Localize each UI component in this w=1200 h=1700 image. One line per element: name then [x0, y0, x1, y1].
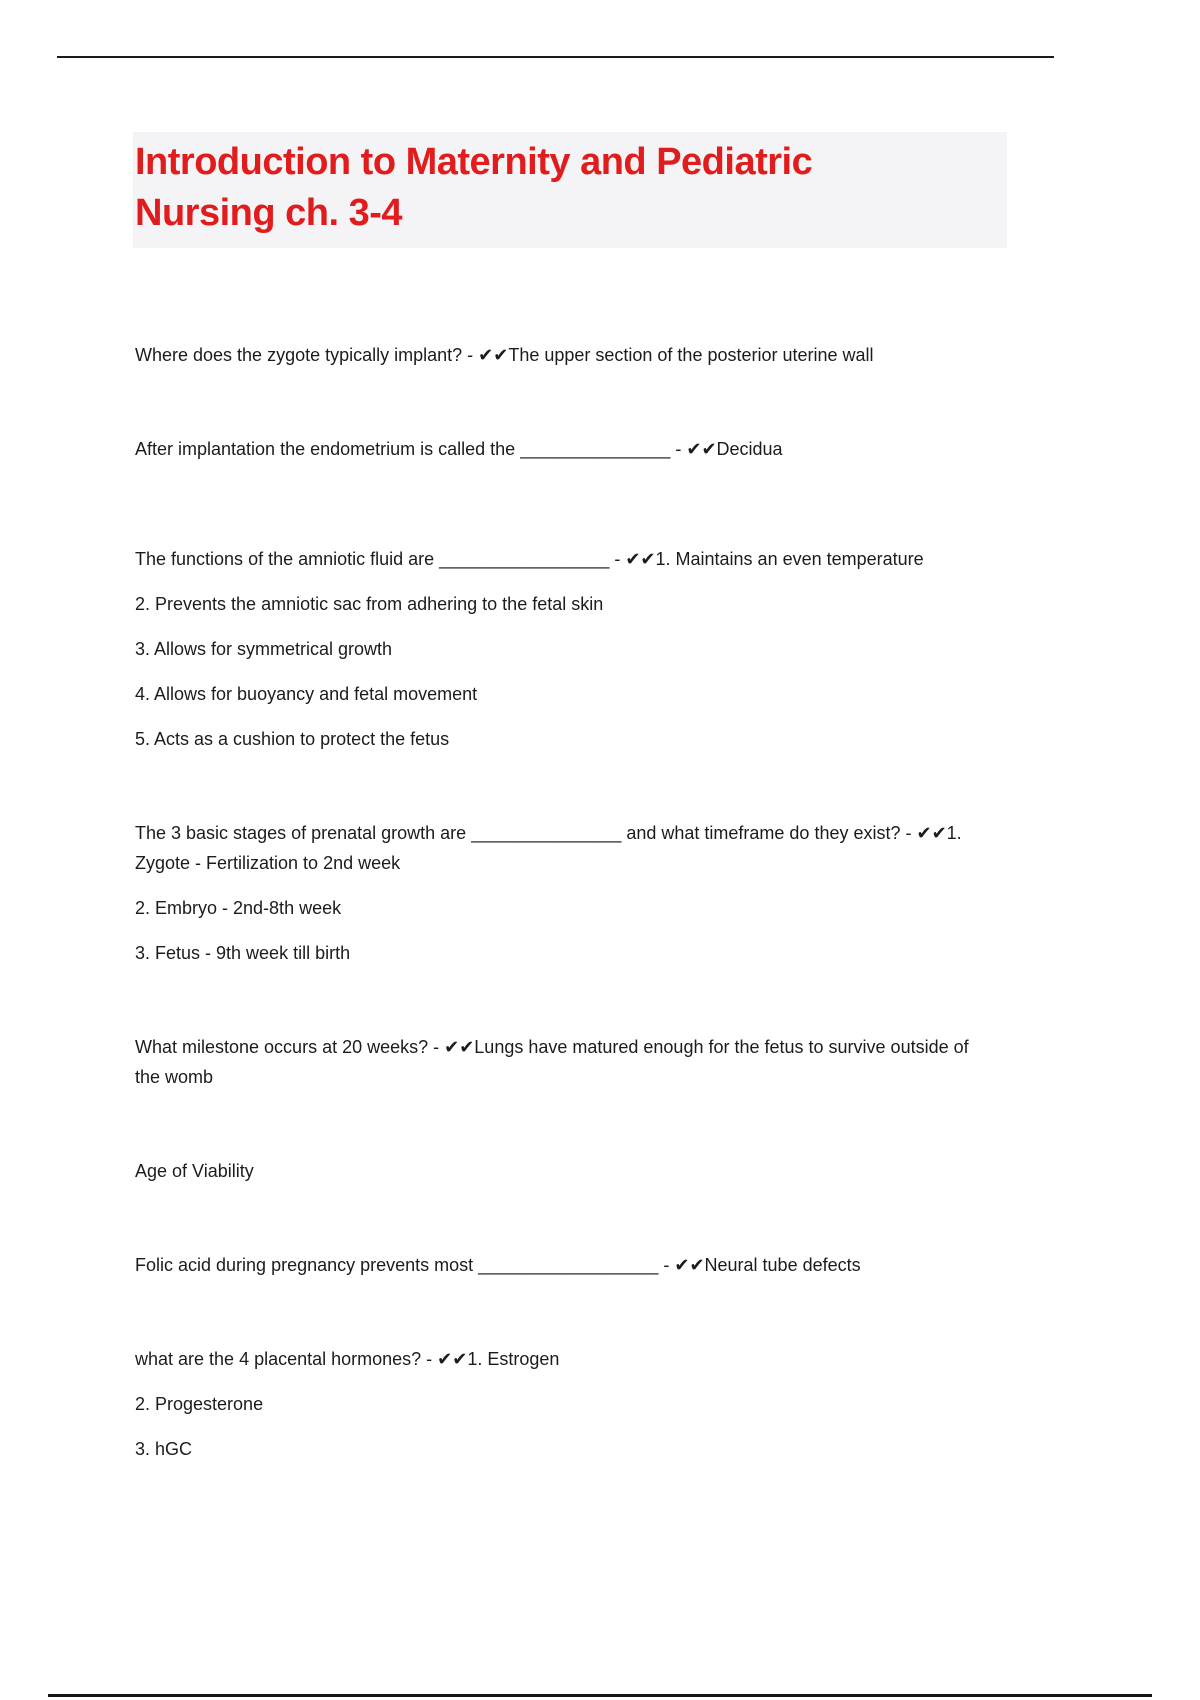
- qa-line: What milestone occurs at 20 weeks? - ✔✔Lungs have matured enough for the fetus to survive outside of: [135, 1037, 969, 1057]
- qa-line: Zygote - Fertilization to 2nd week: [135, 853, 401, 873]
- qa-block: [135, 1032, 1095, 1092]
- qa-line: The 3 basic stages of prenatal growth are _______________ and what timeframe do they exist? - ✔✔1.: [135, 823, 962, 843]
- qa-block: [135, 1156, 1095, 1186]
- qa-line: 3. Fetus - 9th week till birth: [135, 943, 351, 963]
- qa-line: The functions of the amniotic fluid are _________________ - ✔✔1. Maintains an even temperature: [135, 549, 924, 569]
- qa-line: Folic acid during pregnancy prevents most __________________ - ✔✔Neural tube defects: [135, 1255, 861, 1275]
- qa-line: what are the 4 placental hormones? - ✔✔1. Estrogen: [135, 1349, 560, 1369]
- qa-line: 2. Progesterone: [135, 1394, 264, 1414]
- qa-block: [135, 1344, 1095, 1464]
- top-horizontal-rule: [57, 56, 1054, 58]
- qa-line: 2. Prevents the amniotic sac from adhering to the fetal skin: [135, 594, 604, 614]
- qa-line: the womb: [135, 1067, 214, 1087]
- qa-line: 4. Allows for buoyancy and fetal movement: [135, 684, 478, 704]
- qa-block: [135, 544, 1095, 754]
- qa-block: [135, 340, 1095, 370]
- qa-block: [135, 818, 1095, 968]
- qa-line: 3. hGC: [135, 1439, 193, 1459]
- qa-line: Age of Viability: [135, 1161, 254, 1181]
- qa-block: [135, 1250, 1095, 1280]
- document-title-line2: Nursing ch. 3-4: [135, 192, 402, 234]
- qa-line: After implantation the endometrium is called the _______________ - ✔✔Decidua: [135, 439, 783, 459]
- title-block: [133, 132, 1007, 248]
- qa-line: Where does the zygote typically implant? - ✔✔The upper section of the posterior uterine wall: [135, 345, 874, 365]
- qa-line: 2. Embryo - 2nd-8th week: [135, 898, 342, 918]
- document-title: [133, 137, 1007, 239]
- qa-block: [135, 434, 1095, 464]
- qa-line: 3. Allows for symmetrical growth: [135, 639, 393, 659]
- document-title-line1: Introduction to Maternity and Pediatric: [135, 141, 813, 183]
- bottom-horizontal-rule: [48, 1694, 1152, 1697]
- qa-content: [135, 340, 1095, 1464]
- qa-line: 5. Acts as a cushion to protect the fetus: [135, 729, 450, 749]
